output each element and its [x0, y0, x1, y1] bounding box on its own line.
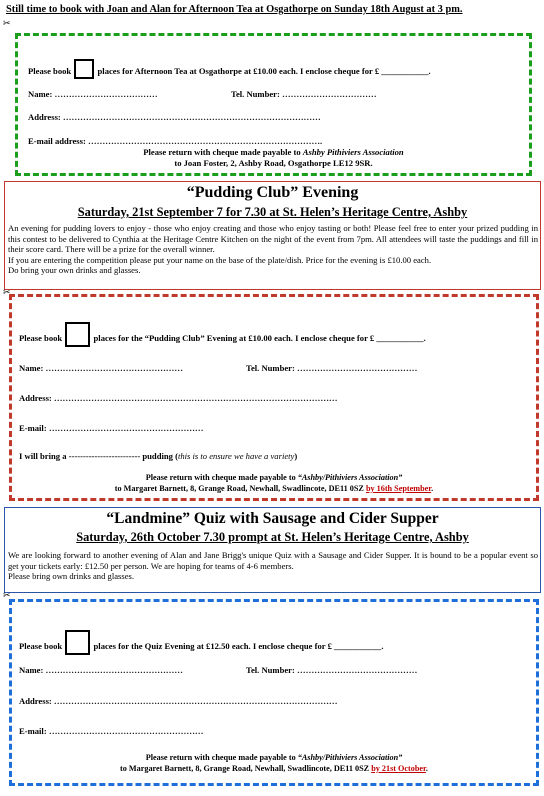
quiz-places-box[interactable]: [65, 630, 90, 655]
scissors-icon: ✂: [3, 591, 11, 601]
pudding-email-field[interactable]: E-mail: ………………………………………………: [19, 423, 204, 433]
pudding-address-field[interactable]: Address: ………………………………………………………………………………………: [19, 393, 338, 403]
scissors-icon: ✂: [3, 19, 11, 29]
quiz-address-field[interactable]: Address: ………………………………………………………………………………………: [19, 696, 338, 706]
quiz-title: “Landmine” Quiz with Sausage and Cider Supper: [106, 510, 439, 527]
pudding-deadline: by 16th September: [365, 484, 432, 493]
pudding-description: An evening for pudding lovers to enjoy - those who enjoy creating and those who enjoy tasting or both! Please feel free to enter your prized pudding in this contest to be delivered to Cynthia at the Heritage Centre Kitchen on the night of the event from 7pm. All attendees will taste the puddings and fill in their score card. There will be a prize for the overall winner. If you are entering the competition please put your name on the base of the plate/dish. Price for the evening is £10.00 each. Do bring your own drinks and glasses.: [8, 223, 538, 276]
pudding-title: “Pudding Club” Evening: [186, 184, 359, 201]
quiz-name-field[interactable]: Name: …………………………………………: [19, 665, 183, 675]
quiz-description: We are looking forward to another evening of Alan and Jane Brigg's unique Quiz with a Sausage and Cider Supper. It is bound to be a popular event so get your tickets early: £12.50 per person. We are hoping for teams of 4-6 members. Please bring own drinks and glasses.: [8, 550, 538, 582]
tea-name-field[interactable]: Name: ………………………………: [28, 89, 158, 99]
tea-tel-field[interactable]: Tel. Number: ……………………………: [231, 89, 377, 99]
pudding-booking-form: [9, 294, 539, 501]
quiz-deadline: by 21st October: [371, 764, 426, 773]
quiz-return-note: Please return with cheque made payable to “Ashby/Pithiviers Association” to Margaret Barnett, 8, Grange Road, Newhall, Swadlincote, DE11 0SZ by 21st October.: [120, 753, 428, 773]
pudding-return-note: Please return with cheque made payable to “Ashby/Pithiviers Association” to Margaret Barnett, 8, Grange Road, Newhall, Swadlincote, DE11 0SZ by 16th September.: [114, 473, 434, 493]
pudding-bring-field[interactable]: I will bring a ------------------------- pudding (this is to ensure we have a variety): [19, 451, 298, 461]
quiz-email-field[interactable]: E-mail: ………………………………………………: [19, 726, 204, 736]
tea-book-line: Please book places for Afternoon Tea at Osgathorpe at £10.00 each. I enclose cheque for £ ___________.: [28, 59, 431, 79]
pudding-places-box[interactable]: [65, 322, 90, 347]
pudding-section: [4, 181, 541, 290]
pudding-name-field[interactable]: Name: …………………………………………: [19, 363, 183, 373]
tea-return-note: Please return with cheque made payable to Ashby Pithiviers Association to Joan Foster, 2, Ashby Road, Osgathorpe LE12 9SR.: [143, 147, 404, 168]
tea-address-field[interactable]: Address: ………………………………………………………………………………: [28, 112, 321, 122]
quiz-booking-form: [9, 599, 539, 786]
tea-places-box[interactable]: [74, 59, 94, 79]
pudding-subtitle: Saturday, 21st September 7 for 7.30 at St. Helen’s Heritage Centre, Ashby: [77, 205, 468, 219]
quiz-section: [4, 507, 541, 593]
tea-email-field[interactable]: E-mail address: ……………………………………………………………………….: [28, 136, 323, 146]
quiz-subtitle: Saturday, 26th October 7.30 prompt at St. Helen’s Heritage Centre, Ashby: [76, 530, 469, 544]
scissors-icon: ✂: [3, 288, 11, 298]
tea-booking-form: [15, 33, 532, 176]
headline: Still time to book with Joan and Alan for Afternoon Tea at Osgathorpe on Sunday 18th August at 3 pm.: [6, 4, 463, 15]
quiz-book-line: Please book places for the Quiz Evening at £12.50 each. I enclose cheque for £ ___________.: [19, 630, 383, 655]
quiz-tel-field[interactable]: Tel. Number: ……………………………………: [246, 665, 418, 675]
pudding-book-line: Please book places for the “Pudding Club” Evening at £10.00 each. I enclose cheque for £ ___________.: [19, 322, 426, 347]
pudding-tel-field[interactable]: Tel. Number: ……………………………………: [246, 363, 418, 373]
